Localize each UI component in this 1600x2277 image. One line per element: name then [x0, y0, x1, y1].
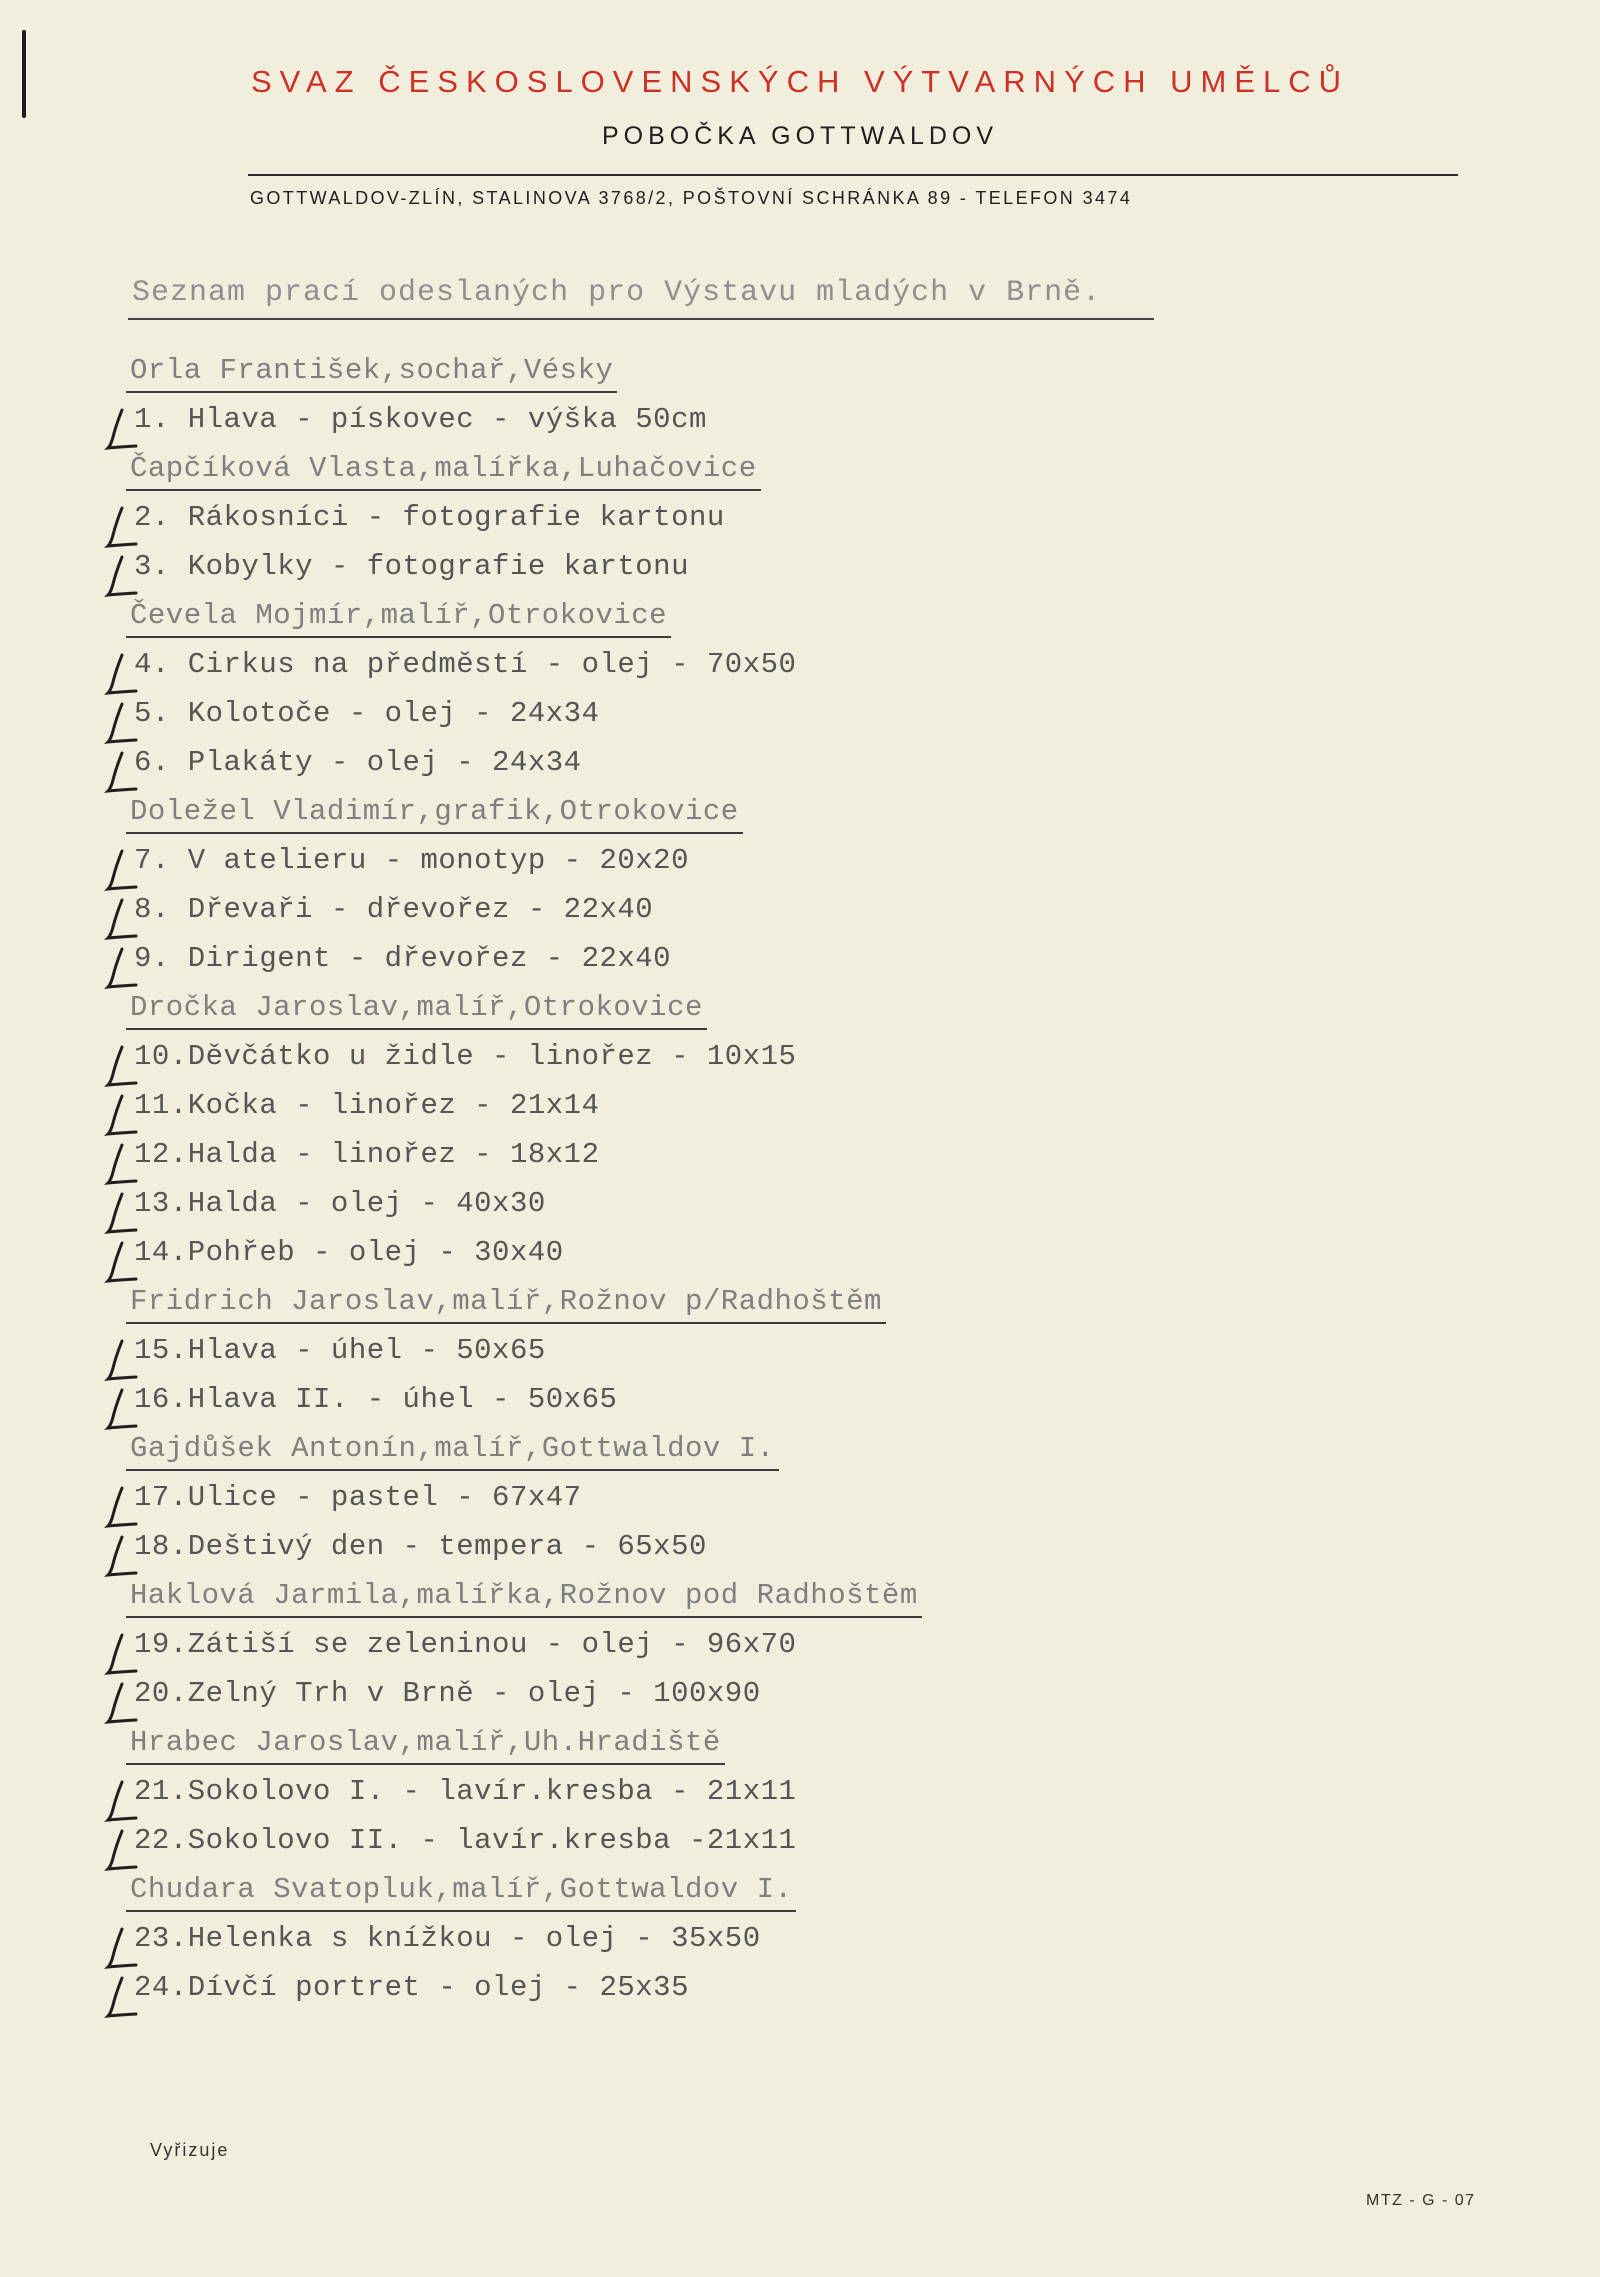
artist-heading — [0, 450, 1600, 499]
artist-heading — [0, 1724, 1600, 1773]
work-description: 17.Ulice - pastel - 67x47 — [134, 1481, 582, 1514]
work-description: 3. Kobylky - fotografie kartonu — [134, 550, 689, 583]
work-description: 12.Halda - linořez - 18x12 — [134, 1138, 600, 1171]
artist-heading — [0, 989, 1600, 1038]
work-description: 15.Hlava - úhel - 50x65 — [134, 1334, 546, 1367]
work-description: 2. Rákosníci - fotografie kartonu — [134, 501, 725, 534]
artist-name: Fridrich Jaroslav,malíř,Rožnov p/Radhoštěm — [130, 1285, 882, 1318]
work-item — [0, 1822, 1600, 1871]
work-description: 1. Hlava - pískovec - výška 50cm — [134, 403, 707, 436]
work-item — [0, 1185, 1600, 1234]
organization-branch: POBOČKA GOTTWALDOV — [601, 122, 999, 150]
work-item — [0, 1675, 1600, 1724]
work-description: 21.Sokolovo I. - lavír.kresba - 21x11 — [134, 1775, 797, 1808]
work-item — [0, 891, 1600, 940]
work-item — [0, 1381, 1600, 1430]
work-item — [0, 695, 1600, 744]
artist-heading — [0, 793, 1600, 842]
artist-heading — [0, 597, 1600, 646]
artist-name: Chudara Svatopluk,malíř,Gottwaldov I. — [130, 1873, 793, 1906]
work-item — [0, 744, 1600, 793]
margin-mark — [22, 30, 26, 118]
work-item — [0, 401, 1600, 450]
artist-name: Doležel Vladimír,grafik,Otrokovice — [130, 795, 739, 828]
artist-name: Haklová Jarmila,malířka,Rožnov pod Radhoštěm — [130, 1579, 918, 1612]
document-title: Seznam prací odeslaných pro Výstavu mladých v Brně. — [132, 276, 1102, 310]
artist-name: Dročka Jaroslav,malíř,Otrokovice — [130, 991, 703, 1024]
work-item — [0, 1969, 1600, 2018]
artist-underline — [126, 1028, 707, 1030]
artist-underline — [126, 1910, 796, 1912]
artist-heading — [0, 1283, 1600, 1332]
artist-name: Čevela Mojmír,malíř,Otrokovice — [130, 599, 668, 632]
artist-underline — [126, 489, 761, 491]
artist-heading — [0, 1430, 1600, 1479]
work-description: 4. Cirkus na předměstí - olej - 70x50 — [134, 648, 797, 681]
work-item — [0, 1626, 1600, 1675]
artist-heading — [0, 352, 1600, 401]
work-item — [0, 1136, 1600, 1185]
work-description: 11.Kočka - linořez - 21x14 — [134, 1089, 600, 1122]
artist-underline — [126, 1616, 922, 1618]
work-description: 23.Helenka s knížkou - olej - 35x50 — [134, 1922, 761, 1955]
work-description: 18.Deštivý den - tempera - 65x50 — [134, 1530, 707, 1563]
work-item — [0, 499, 1600, 548]
title-underline — [128, 318, 1154, 320]
artist-underline — [126, 1763, 725, 1765]
work-item — [0, 1234, 1600, 1283]
artist-name: Hrabec Jaroslav,malíř,Uh.Hradiště — [130, 1726, 721, 1759]
work-item — [0, 1920, 1600, 1969]
artist-underline — [126, 636, 671, 638]
work-description: 13.Halda - olej - 40x30 — [134, 1187, 546, 1220]
work-description: 19.Zátiší se zeleninou - olej - 96x70 — [134, 1628, 797, 1661]
work-description: 20.Zelný Trh v Brně - olej - 100x90 — [134, 1677, 761, 1710]
work-description: 24.Dívčí portret - olej - 25x35 — [134, 1971, 689, 2004]
work-description: 6. Plakáty - olej - 24x34 — [134, 746, 582, 779]
work-description: 7. V atelieru - monotyp - 20x20 — [134, 844, 689, 877]
artist-name: Čapčíková Vlasta,malířka,Luhačovice — [130, 452, 757, 485]
work-item — [0, 842, 1600, 891]
work-item — [0, 1528, 1600, 1577]
work-description: 22.Sokolovo II. - lavír.kresba -21x11 — [134, 1824, 797, 1857]
work-item — [0, 1332, 1600, 1381]
work-item — [0, 940, 1600, 989]
work-item — [0, 646, 1600, 695]
work-description: 8. Dřevaři - dřevořez - 22x40 — [134, 893, 654, 926]
artist-heading — [0, 1871, 1600, 1920]
work-description: 5. Kolotoče - olej - 24x34 — [134, 697, 600, 730]
form-code: MTZ - G - 07 — [1366, 2192, 1476, 2209]
letterhead-rule — [248, 174, 1458, 176]
works-list — [0, 352, 1600, 2018]
artist-underline — [126, 1322, 886, 1324]
work-item — [0, 548, 1600, 597]
artist-heading — [0, 1577, 1600, 1626]
work-item — [0, 1087, 1600, 1136]
artist-name: Orla František,sochař,Vésky — [130, 354, 614, 387]
work-description: 9. Dirigent - dřevořez - 22x40 — [134, 942, 672, 975]
artist-underline — [126, 832, 743, 834]
artist-underline — [126, 391, 617, 393]
work-description: 14.Pohřeb - olej - 30x40 — [134, 1236, 564, 1269]
handled-by-label: Vyřizuje — [150, 2140, 230, 2160]
work-description: 10.Děvčátko u židle - linořez - 10x15 — [134, 1040, 797, 1073]
organization-address: GOTTWALDOV-ZLÍN, STALINOVA 3768/2, POŠTOVNÍ SCHRÁNKA 89 - TELEFON 3474 — [250, 188, 1133, 208]
organization-name: SVAZ ČESKOSLOVENSKÝCH VÝTVARNÝCH UMĚLCŮ — [250, 64, 1350, 99]
work-description: 16.Hlava II. - úhel - 50x65 — [134, 1383, 618, 1416]
artist-name: Gajdůšek Antonín,malíř,Gottwaldov I. — [130, 1432, 775, 1465]
work-item — [0, 1038, 1600, 1087]
work-item — [0, 1479, 1600, 1528]
artist-underline — [126, 1469, 779, 1471]
work-item — [0, 1773, 1600, 1822]
